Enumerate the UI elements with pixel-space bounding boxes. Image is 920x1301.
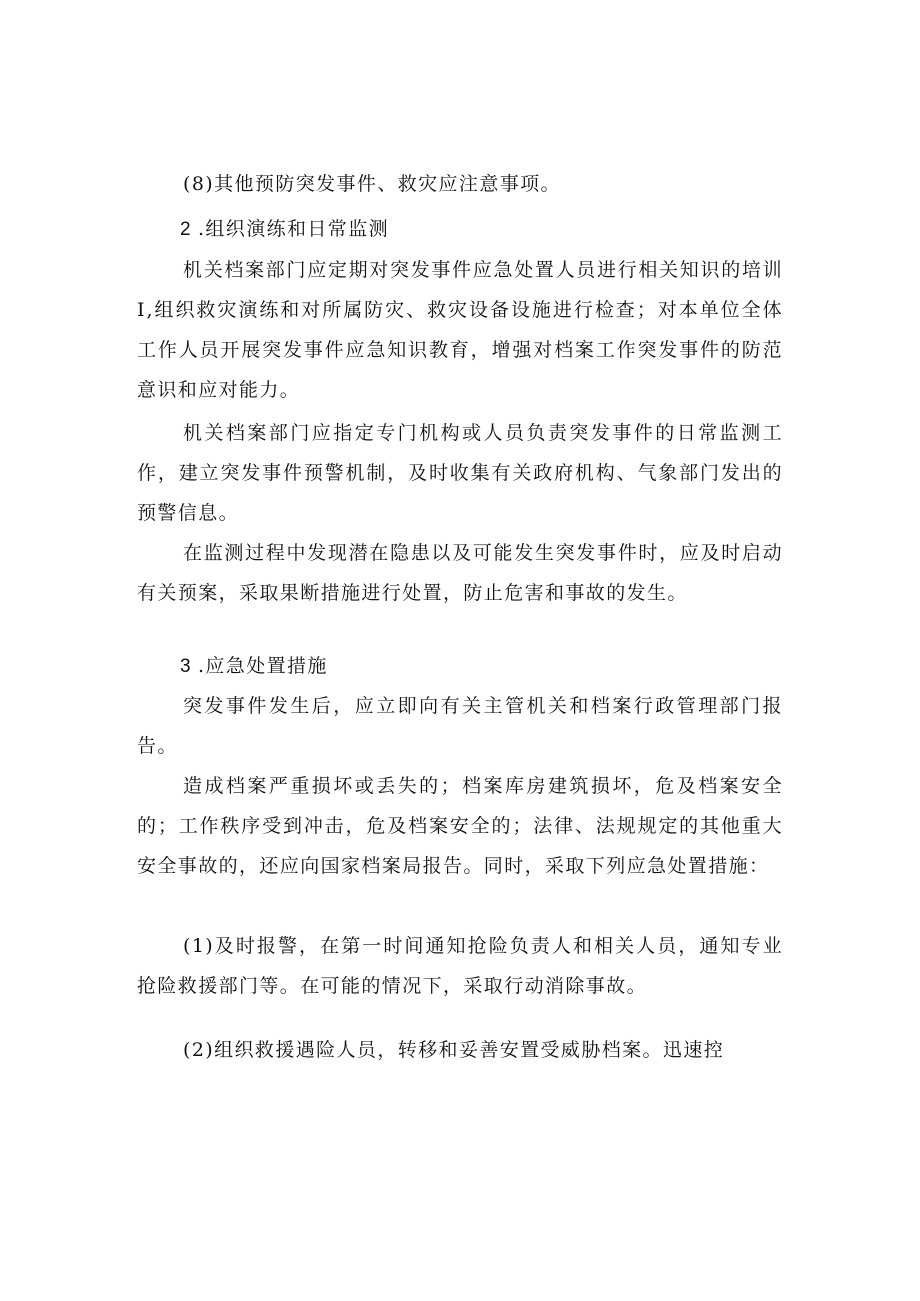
section-3-paragraph-2: 造成档案严重损坏或丢失的；档案库房建筑损坏，危及档案安全的；工作秩序受到冲击，危及档案安全的；法律、法规规定的其他重大安全事故的，还应向国家档案局报告。同时，采取下列应急处置措施： bbox=[137, 775, 783, 877]
list-item-8: (8)其他预防突发事件、救灾应注意事项。 bbox=[183, 173, 561, 195]
section-3-number: 3 bbox=[180, 656, 192, 677]
section-2-number: 2 bbox=[180, 219, 192, 240]
section-3-heading bbox=[180, 646, 328, 687]
section-3-paragraph-1: 突发事件发生后，应立即向有关主管机关和档案行政管理部门报告。 bbox=[137, 695, 783, 757]
section-3-title: .应急处置措施 bbox=[197, 655, 328, 677]
section-3-item-2: (2)组织救援遇险人员，转移和妥善安置受威胁档案。迅速控 bbox=[183, 1039, 725, 1061]
section-3-item-1: (1)及时报警，在第一时间通知抢险负责人和相关人员，通知专业抢险救援部门等。在可能的情况下，采取行动消除事故。 bbox=[137, 935, 783, 997]
section-2-paragraph-1: 机关档案部门应定期对突发事件应急处置人员进行相关知识的培训Ⅰ,组织救灾演练和对所属防灾、救灾设备设施进行检查；对本单位全体工作人员开展突发事件应急知识教育，增强对档案工作突发事件的防范意识和应对能力。 bbox=[137, 259, 783, 401]
section-2-paragraph-2: 机关档案部门应指定专门机构或人员负责突发事件的日常监测工作，建立突发事件预警机制，及时收集有关政府机构、气象部门发出的预警信息。 bbox=[137, 422, 783, 524]
section-2-paragraph-3: 在监测过程中发现潜在隐患以及可能发生突发事件时，应及时启动有关预案，采取果断措施进行处置，防止危害和事故的发生。 bbox=[137, 542, 783, 604]
section-2-heading bbox=[180, 209, 389, 250]
section-2-title: .组织演练和日常监测 bbox=[197, 218, 390, 240]
